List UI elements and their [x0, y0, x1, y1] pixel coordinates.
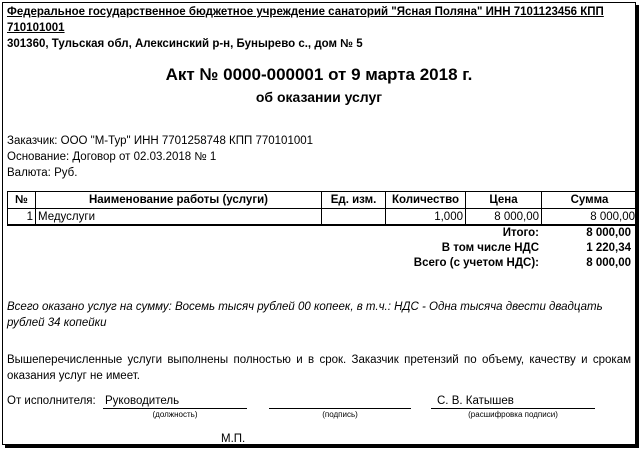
col-header-num: № — [8, 192, 36, 209]
col-header-price: Цена — [466, 192, 542, 209]
services-table — [7, 191, 636, 226]
stamp-place: М.П. — [221, 433, 246, 445]
organization-address: 301360, Тульская обл, Алексинский р-н, Бунырево с., дом № 5 — [7, 38, 363, 50]
signature-caption: (подпись) — [322, 410, 358, 419]
position-caption: (должность) — [152, 410, 198, 419]
table-header-row — [8, 192, 637, 209]
currency-line: Валюта: Руб. — [7, 167, 78, 179]
position-value: Руководитель — [105, 395, 180, 407]
vat-label: В том числе НДС — [441, 242, 539, 254]
name-value: С. В. Катышев — [437, 395, 514, 407]
row-name: Медуслуги — [36, 209, 322, 226]
basis-line: Основание: Договор от 02.03.2018 № 1 — [7, 151, 217, 163]
row-qty: 1,000 — [386, 209, 466, 226]
col-header-qty: Количество — [386, 192, 466, 209]
col-header-name: Наименование работы (услуги) — [36, 192, 322, 209]
position-line — [103, 408, 247, 409]
col-header-unit: Ед. изм. — [322, 192, 386, 209]
document-subtitle: об оказании услуг — [255, 89, 383, 105]
total-label: Итого: — [502, 227, 539, 239]
total-value: 8 000,00 — [586, 227, 631, 239]
amount-in-words: Всего оказано услуг на сумму: Восемь тысяч рублей 00 копеек, в т.ч.: НДС - Одна тысяча двести двадцать рублей 34 копейки — [7, 301, 603, 329]
col-header-sum: Сумма — [542, 192, 637, 209]
name-line — [431, 408, 595, 409]
executor-label: От исполнителя: — [7, 395, 96, 407]
organization-name: Федеральное государственное бюджетное учреждение санаторий "Ясная Поляна" ИНН 7101123456 КПП — [7, 6, 604, 18]
row-unit — [322, 209, 386, 226]
row-num: 1 — [8, 209, 36, 226]
grand-total-label: Всего (с учетом НДС): — [413, 257, 539, 269]
document-title: Акт № 0000-000001 от 9 марта 2018 г. — [165, 65, 473, 84]
row-price: 8 000,00 — [466, 209, 542, 226]
row-sum: 8 000,00 — [542, 209, 637, 226]
completion-statement: Вышеперечисленные услуги выполнены полностью и в срок. Заказчик претензий по объему, качеству и срокам оказания услуг не имеет. — [7, 354, 631, 382]
name-caption: (расшифровка подписи) — [468, 410, 558, 419]
table-row — [8, 209, 637, 226]
signature-line — [269, 408, 411, 409]
grand-total-value: 8 000,00 — [586, 257, 631, 269]
vat-value: 1 220,34 — [586, 242, 631, 254]
customer-line: Заказчик: ООО "М-Тур" ИНН 7701258748 КПП 770101001 — [7, 135, 314, 147]
organization-kpp: 710101001 — [7, 22, 65, 34]
document-page — [2, 2, 636, 445]
